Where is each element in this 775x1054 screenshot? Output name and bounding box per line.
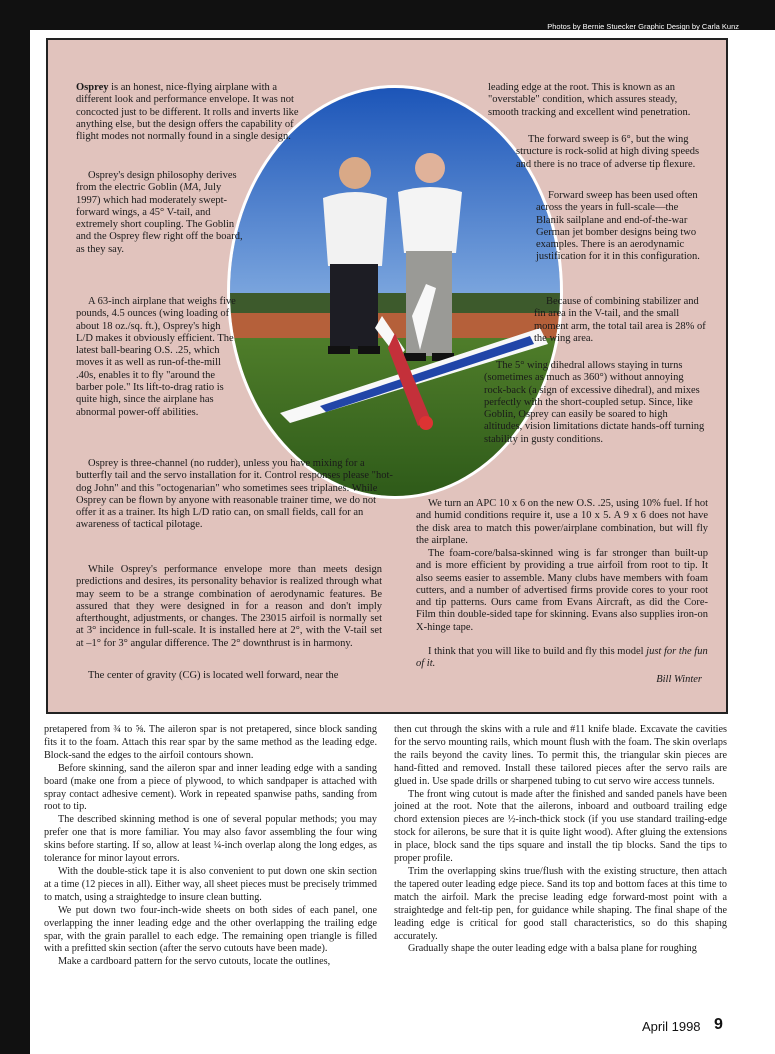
- sidebar-right-para-5: The 5° wing dihedral allows staying in turns (sometimes as much as 360°) without annoying rock-back (a sign of excessive dihedral), and mixes perfectly with the short-coupled setup. Since, like Goblin, Osprey can easily be soared to high altitudes, vision limitations dictate hands-off turning stability in gusty conditions.: [484, 360, 705, 445]
- left-para-1-text: is an honest, nice-flying airplane with a different look and performance envelope. It was not concocted just to be different. It rolls and inverts like anything else, but the design offers the capability of flight modes not normally found in a single design.: [76, 82, 299, 143]
- footer-issue-date: April 1998: [642, 1019, 701, 1034]
- sidebar-left-para-3: A 63-inch airplane that weighs five pounds, 4.5 ounces (wing loading of about 18 oz./sq. ft.), Osprey's high L/D makes it obviously efficient. The latest ball-bearing O.S. .25, which moves it as well as run-of-the-mill .40s, enables it to fly "around the barber pole." Its lift-to-drag ratio is quite high, since the airplane has abnormal power-off abilities.: [76, 296, 236, 418]
- col1-para: pretapered from ¾ to ⅝. The aileron spar is not pretapered, since block sanding fits it to the foam. Attach this rear spar by the same method as the leading edge. Block-sand the edges to the airfoil contours shown.: [44, 724, 377, 761]
- sidebar-left-para-4: Osprey is three-channel (no rudder), unless you have mixing for a butterfly tail and the servo installation for it. Control responses please "hot-dog John" and this "octogenarian" who sometimes sees triplanes. While Osprey can be flown by anyone with reasonable trainer time, we do not offer it as a trainer. Its high L/D ratio can, on small fields, call for an awareness of tactical pilotage.: [76, 458, 393, 531]
- sidebar-left-para-6: The center of gravity (CG) is located well forward, near the: [88, 670, 339, 681]
- left-para-2-text-a: Osprey's design philosophy derives from the electric Goblin (: [76, 170, 237, 194]
- col1-para: The described skinning method is one of several popular methods; you may prefer one that is more familiar. You may also favor assembling the four wing skins before starting. If so, allow at least ¼-inch overlap along the long edges, as tolerance for minor layout errors.: [44, 814, 377, 865]
- footer-page-number: 9: [714, 1016, 723, 1033]
- photo-credits: Photos by Bernie Stuecker Graphic Design by Carla Kunz: [547, 22, 739, 31]
- sidebar-right-para-3: Forward sweep has been used often across the years in full-scale—the Blanik sailplane and end-of-the-war German jet bomber designs being two examples. There is an aerodynamic justification for it in this configuration.: [536, 190, 700, 263]
- left-para-2-italic: MA: [183, 182, 199, 194]
- sidebar-right-para-1: leading edge at the root. This is known as an "overstable" condition, which assures steady, smooth tracking and excellent wind penetration.: [488, 82, 691, 118]
- body-column-1: [44, 724, 377, 969]
- sidebar-right-para-6: We turn an APC 10 x 6 on the new O.S. .25, using 10% fuel. If hot and humid conditions require it, use a 10 x 5. A 9 x 6 does not have the disk area to match this power/airplane combination, but will fly the airplane.: [416, 498, 709, 546]
- sidebar-box: [46, 38, 728, 714]
- sidebar-right-para-8: [416, 646, 708, 671]
- col2-para: Gradually shape the outer leading edge with a balsa plane for roughing: [408, 943, 697, 955]
- col1-para: With the double-stick tape it is also convenient to put down one skin section at a time (12 pieces in all). Either way, all sheet pieces must be precisely trimmed to match, using a straightedge to insure clean butting.: [44, 865, 377, 903]
- col2-para: The front wing cutout is made after the finished and sanded panels have been joined at the root. Note that the ailerons, inboard and outboard trailing edge chord extension pieces are ½-inch-thick stock (if you use standard trailing-edge stock for ailerons, be sure that it is quite light wood). After gluing the extensions in place, block sand the tips square and install the tip blocks. Sand the tips to proper profile.: [394, 788, 727, 865]
- sidebar-left-para-5: While Osprey's performance envelope more than meets design predictions and desires, its personality behavior is realized through what may seem to be a strange combination of aerodynamic features. Be assured that they were designed in for a reason and don't imply afterthought, adjustments, or changes. The 23015 airfoil is normally set at 3° incidence in full-scale. It is installed here at 2°, with the V-tail set at –1° for 3° angular difference. The 2° downthrust is in harmony.: [76, 564, 382, 649]
- sidebar-right-para-7: The foam-core/balsa-skinned wing is far stronger than built-up and is more efficient by providing a true airfoil from root to tip. It also seems easier to assemble. Many clubs have members with foam cutters, and a number of advertised firms provide cores to your root and tip patterns. Ours came from Evans Aircraft, as did the Core-Film thin double-sided tape for skinning. Evans also supplies iron-on X-hinge tape.: [416, 548, 708, 633]
- tree-line: [230, 293, 560, 315]
- col2-para: Trim the overlapping skins true/flush with the existing structure, then attach the tapered outer leading edge piece. Sand its top and bottom faces at this time to match the airfoil. Mark the precise leading edge forward-most point with a straightedge and felt-tip pen, for guidance while shaping. The final shape of the leading edge is critical for good stall characteristics, so do this shaping accurately.: [394, 865, 727, 942]
- article-lead-word: Osprey: [76, 82, 109, 93]
- author-signature: Bill Winter: [656, 674, 702, 685]
- sidebar-left-para-1: [76, 82, 306, 143]
- right-para-8-italic: just for the fun of it.: [416, 646, 708, 670]
- sidebar-right-para-2: The forward sweep is 6°, but the wing structure is rock-solid at high diving speeds and there is no trace of adverse tip flexure.: [516, 134, 700, 170]
- body-column-2: [394, 724, 727, 956]
- sidebar-right-para-4: Because of combining stabilizer and fin area in the V-tail, and the small moment arm, the total tail area is 28% of the wing area.: [534, 296, 706, 344]
- col1-para: We put down two four-inch-wide sheets on both sides of each panel, one overlapping the inner leading edge and the other overlapping the trailing edge spar, with the grain parallel to each edge. The remaining open triangle is filled with a prefitted skin section (after the servo cutouts have been made).: [44, 904, 377, 955]
- col1-para: Make a cardboard pattern for the servo cutouts, locate the outlines,: [58, 956, 331, 968]
- sidebar-left-para-2: [76, 170, 246, 256]
- left-para-2-text-b: , July 1997) which had moderately swept-forward wings, a 45° V-tail, and extremely short coupling. The Goblin and the Osprey flew right off the board, as they say.: [76, 182, 243, 255]
- left-edge-strip: [0, 30, 30, 1054]
- right-para-8-text: I think that you will like to build and fly this model: [428, 646, 647, 657]
- col2-para: then cut through the skins with a rule and #11 knife blade. Excavate the cavities for the servo mounting rails, which mount flush with the foam. The skin overlaps the rails beyond the cavity lines. To permit this, the triangular skin pieces are hand-fitted and removed. Install these tailored pieces after the servo rails are glued in. Use spade drills or sharpened tubing to cut servo wire access tunnels.: [394, 724, 727, 787]
- col1-para: Before skinning, sand the aileron spar and inner leading edge with a sanding board (make one from a piece of plywood, to which sandpaper is attached with spray contact adhesive cement). Work in repeated spanwise paths, sanding from root to tip.: [44, 762, 377, 813]
